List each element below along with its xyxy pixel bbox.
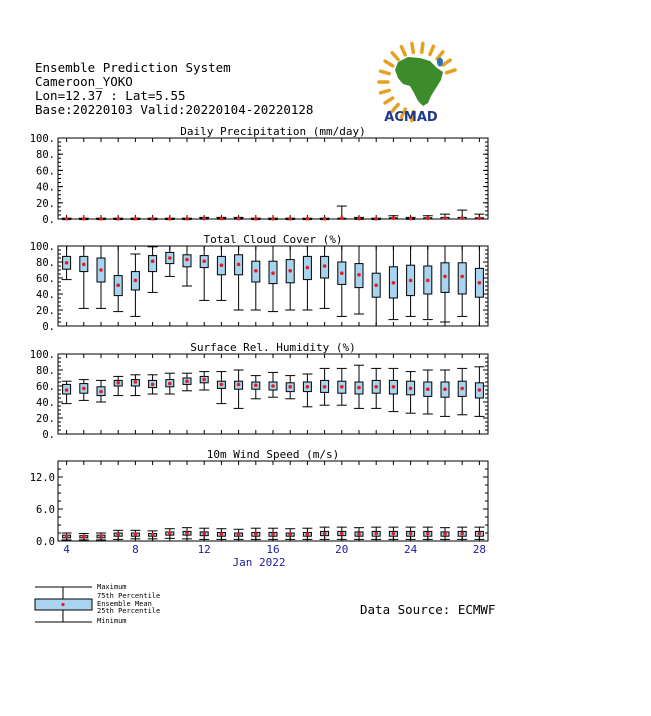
y-tick-label: 100.	[29, 241, 55, 253]
mean-marker	[374, 385, 378, 389]
box-day-17	[285, 376, 295, 399]
mean-marker	[409, 217, 413, 221]
box-day-4	[62, 381, 72, 403]
box-day-9	[148, 247, 158, 293]
mean-marker	[254, 269, 258, 273]
y-tick-label: 0.	[42, 321, 55, 333]
mean-marker	[134, 279, 138, 283]
box-day-9	[148, 217, 158, 221]
mean-marker	[168, 382, 172, 386]
box-day-8	[130, 375, 140, 396]
box-day-17	[285, 217, 295, 221]
logo-ray	[385, 98, 393, 103]
mean-marker	[185, 217, 189, 221]
y-tick-label: 60.	[36, 273, 55, 285]
panel-title: Surface Rel. Humidity (%)	[190, 341, 356, 354]
mean-marker	[220, 217, 224, 221]
mean-marker	[306, 266, 310, 270]
box-day-7	[113, 530, 123, 539]
mean-marker	[134, 380, 138, 384]
y-tick-label: 12.0	[29, 472, 55, 484]
box-day-11	[182, 217, 192, 221]
box-day-17	[285, 529, 295, 540]
box-day-18	[302, 528, 312, 539]
box-day-28	[474, 214, 484, 220]
mean-marker	[392, 281, 396, 285]
mean-marker	[460, 216, 464, 220]
header-validity: Base:20220103 Valid:20220104-20220128	[35, 102, 314, 117]
y-tick-label: 40.	[36, 289, 55, 301]
mean-marker	[426, 279, 430, 283]
mean-marker	[151, 533, 155, 537]
mean-marker	[426, 217, 430, 221]
mean-marker	[82, 535, 86, 539]
y-tick-label: 6.0	[36, 504, 55, 516]
box-day-16	[268, 372, 278, 397]
box-day-6	[96, 533, 106, 540]
mean-marker	[340, 532, 344, 536]
box-day-23	[388, 216, 398, 220]
box-day-12	[199, 217, 209, 221]
box-day-13	[216, 217, 226, 221]
mean-marker	[374, 217, 378, 221]
box-day-27	[457, 210, 467, 220]
y-tick-label: 0.	[42, 429, 55, 441]
mean-marker	[237, 383, 241, 387]
panels-group	[30, 125, 488, 548]
box-day-13	[216, 372, 226, 404]
mean-marker	[185, 531, 189, 535]
box-day-26	[440, 246, 450, 322]
y-tick-label: 20.	[36, 305, 55, 317]
logo-ray	[443, 60, 450, 65]
logo-ray	[401, 47, 405, 55]
y-tick-label: 20.	[36, 197, 55, 210]
box-day-16	[268, 528, 278, 539]
x-tick-label: 12	[197, 543, 211, 556]
box-day-24	[406, 217, 416, 221]
box-day-18	[302, 217, 312, 221]
box-day-23	[388, 246, 398, 320]
box-day-26	[440, 214, 450, 220]
box-day-25	[423, 216, 433, 220]
logo-ray	[447, 70, 456, 73]
mean-marker	[409, 279, 413, 283]
box-day-8	[130, 530, 140, 539]
box-day-11	[182, 373, 192, 391]
box-day-5	[79, 534, 89, 540]
mean-marker	[271, 532, 275, 536]
box-day-22	[371, 246, 381, 326]
x-tick-label: 20	[335, 543, 349, 556]
box-day-26	[440, 370, 450, 416]
x-tick-label: 8	[132, 543, 139, 556]
mean-marker	[478, 217, 482, 221]
mean-marker	[65, 217, 69, 221]
data-source: Data Source: ECMWF	[360, 602, 496, 617]
box-day-13	[216, 246, 226, 300]
y-tick-label: 0.	[42, 214, 55, 226]
panel-2	[30, 233, 488, 333]
mean-marker	[202, 217, 206, 221]
box-day-28	[474, 367, 484, 417]
mean-marker	[168, 217, 172, 221]
x-tick-label: 16	[266, 543, 280, 556]
box-day-25	[423, 370, 433, 414]
box-day-25	[423, 527, 433, 539]
logo-ray	[392, 53, 398, 60]
y-tick-label: 100.	[29, 133, 55, 145]
mean-marker	[443, 387, 447, 391]
mean-marker	[99, 534, 103, 538]
logo-ray	[381, 71, 390, 74]
box-day-24	[406, 246, 416, 316]
mean-marker	[460, 387, 464, 391]
mean-marker	[99, 390, 103, 394]
box-day-19	[320, 217, 330, 221]
y-tick-label: 80.	[36, 149, 55, 162]
box-day-6	[96, 246, 106, 308]
iqr-box	[149, 256, 157, 272]
y-tick-label: 40.	[36, 181, 55, 194]
mean-marker	[99, 268, 103, 272]
logo-water-drop	[437, 58, 443, 67]
logo-africa-map	[395, 57, 443, 106]
mean-marker	[168, 531, 172, 535]
mean-marker	[306, 385, 310, 389]
panel-title: Daily Precipitation (mm/day)	[180, 125, 366, 138]
box-day-10	[165, 373, 175, 394]
box-day-28	[474, 527, 484, 539]
x-axis-day-labels	[63, 543, 486, 556]
logo-wordmark: ACMAD	[384, 110, 438, 125]
box-day-25	[423, 246, 433, 320]
mean-marker	[478, 281, 482, 285]
mean-marker	[65, 534, 69, 538]
box-day-11	[182, 246, 192, 286]
mean-marker	[409, 387, 413, 391]
mean-marker	[271, 271, 275, 275]
mean-marker	[426, 532, 430, 536]
box-day-14	[234, 217, 244, 221]
y-tick-label: 60.	[36, 381, 55, 393]
box-day-24	[406, 372, 416, 414]
mean-marker	[151, 217, 155, 221]
mean-marker	[392, 385, 396, 389]
box-day-18	[302, 246, 312, 310]
mean-marker	[82, 263, 86, 267]
mean-marker	[478, 532, 482, 536]
mean-marker	[323, 385, 327, 389]
mean-marker	[306, 532, 310, 536]
box-day-10	[165, 246, 175, 276]
box-day-15	[251, 376, 261, 399]
mean-marker	[65, 261, 69, 265]
box-day-5	[79, 246, 89, 308]
box-day-4	[62, 533, 72, 540]
mean-marker	[254, 532, 258, 536]
box-day-28	[474, 246, 484, 326]
mean-marker	[220, 532, 224, 536]
mean-marker	[443, 216, 447, 220]
mean-marker	[323, 217, 327, 221]
mean-marker	[254, 383, 258, 387]
x-axis-month-label: Jan 2022	[232, 556, 286, 569]
logo-ray	[422, 43, 423, 52]
mean-marker	[357, 273, 361, 277]
box-day-27	[457, 527, 467, 539]
mean-marker	[340, 216, 344, 220]
mean-marker	[392, 217, 396, 221]
box-day-13	[216, 529, 226, 540]
box-day-12	[199, 246, 209, 300]
box-day-9	[148, 531, 158, 539]
mean-marker	[478, 388, 482, 392]
box-day-19	[320, 527, 330, 539]
iqr-box	[458, 263, 466, 294]
box-day-23	[388, 527, 398, 539]
box-day-7	[113, 217, 123, 221]
box-day-20	[337, 246, 347, 316]
header-system: Ensemble Prediction System	[35, 60, 231, 75]
mean-marker	[134, 532, 138, 536]
box-day-26	[440, 528, 450, 540]
box-day-9	[148, 375, 158, 394]
acmad-logo	[379, 43, 455, 125]
mean-marker	[237, 263, 241, 267]
y-tick-label: 40.	[36, 397, 55, 409]
mean-marker	[460, 532, 464, 536]
mean-marker	[82, 217, 86, 221]
box-day-6	[96, 217, 106, 221]
legend-min-label: Minimum	[97, 617, 127, 625]
panel-frame	[58, 138, 488, 219]
legend-mean-marker	[61, 603, 64, 606]
mean-marker	[357, 217, 361, 221]
mean-marker	[357, 386, 361, 390]
box-day-15	[251, 528, 261, 539]
box-day-21	[354, 246, 364, 314]
mean-marker	[323, 532, 327, 536]
mean-marker	[288, 385, 292, 389]
box-day-27	[457, 368, 467, 414]
mean-marker	[237, 533, 241, 537]
logo-ray	[385, 61, 393, 66]
box-day-20	[337, 527, 347, 539]
logo-ray	[430, 46, 434, 54]
box-day-20	[337, 368, 347, 405]
box-day-16	[268, 217, 278, 221]
box-day-12	[199, 372, 209, 390]
box-day-11	[182, 528, 192, 539]
legend-mean-label: Ensemble Mean	[97, 600, 152, 608]
mean-marker	[116, 217, 120, 221]
mean-marker	[426, 387, 430, 391]
box-day-21	[354, 528, 364, 540]
x-tick-label: 28	[472, 543, 487, 556]
box-day-16	[268, 246, 278, 312]
box-day-14	[234, 246, 244, 310]
mean-marker	[202, 259, 206, 263]
mean-marker	[340, 271, 344, 275]
box-day-18	[302, 374, 312, 407]
box-day-10	[165, 217, 175, 221]
box-day-4	[62, 246, 72, 280]
mean-marker	[185, 379, 189, 383]
mean-marker	[116, 283, 120, 287]
legend-max-label: Maximum	[97, 583, 127, 591]
box-day-6	[96, 380, 106, 402]
box-day-20	[337, 206, 347, 220]
y-tick-label: 80.	[36, 257, 55, 269]
box-day-15	[251, 217, 261, 221]
box-day-8	[130, 254, 140, 316]
x-tick-label: 24	[403, 543, 418, 556]
mean-marker	[168, 256, 172, 260]
mean-marker	[185, 258, 189, 262]
box-day-21	[354, 365, 364, 408]
mean-marker	[220, 383, 224, 387]
mean-marker	[82, 387, 86, 391]
mean-marker	[288, 217, 292, 221]
mean-marker	[288, 269, 292, 273]
box-day-19	[320, 246, 330, 308]
box-day-15	[251, 246, 261, 310]
box-day-17	[285, 246, 295, 310]
panel-3	[30, 341, 488, 441]
logo-ray	[381, 90, 390, 93]
mean-marker	[202, 532, 206, 536]
mean-marker	[237, 217, 241, 221]
box-day-24	[406, 527, 416, 539]
mean-marker	[271, 384, 275, 388]
logo-ray	[412, 43, 413, 52]
mean-marker	[116, 533, 120, 537]
box-day-22	[371, 217, 381, 221]
mean-marker	[306, 217, 310, 221]
box-day-4	[62, 217, 72, 221]
box-day-27	[457, 246, 467, 316]
legend	[35, 583, 160, 625]
panel-4	[30, 448, 488, 548]
box-day-5	[79, 217, 89, 221]
panel-title: Total Cloud Cover (%)	[203, 233, 343, 246]
mean-marker	[340, 385, 344, 389]
mean-marker	[202, 378, 206, 382]
box-day-5	[79, 380, 89, 401]
legend-p25-label: 25th Percentile	[97, 607, 161, 615]
box-day-22	[371, 368, 381, 408]
mean-marker	[254, 217, 258, 221]
header-coordinates: Lon=12.37 : Lat=5.55	[35, 88, 186, 103]
box-day-22	[371, 527, 381, 539]
mean-marker	[116, 381, 120, 385]
box-day-23	[388, 368, 398, 411]
mean-marker	[460, 275, 464, 279]
mean-marker	[65, 388, 69, 392]
box-day-19	[320, 368, 330, 405]
box-day-21	[354, 217, 364, 221]
y-tick-label: 60.	[36, 165, 55, 178]
box-day-10	[165, 529, 175, 539]
box-day-14	[234, 370, 244, 408]
mean-marker	[443, 532, 447, 536]
mean-marker	[323, 264, 327, 268]
box-day-7	[113, 376, 123, 395]
box-day-7	[113, 246, 123, 312]
y-tick-label: 20.	[36, 413, 55, 425]
y-tick-label: 0.0	[36, 536, 55, 548]
mean-marker	[288, 533, 292, 537]
mean-marker	[357, 532, 361, 536]
box-day-14	[234, 529, 244, 539]
mean-marker	[99, 217, 103, 221]
mean-marker	[409, 532, 413, 536]
box-day-8	[130, 217, 140, 221]
legend-p75-label: 75th Percentile	[97, 592, 161, 600]
mean-marker	[220, 263, 224, 267]
y-tick-label: 80.	[36, 365, 55, 377]
mean-marker	[271, 217, 275, 221]
mean-marker	[134, 217, 138, 221]
mean-marker	[443, 275, 447, 279]
y-tick-label: 100.	[29, 349, 55, 361]
mean-marker	[374, 532, 378, 536]
box-day-12	[199, 528, 209, 539]
panel-title: 10m Wind Speed (m/s)	[206, 448, 340, 461]
mean-marker	[392, 532, 396, 536]
mean-marker	[151, 259, 155, 263]
header-location: Cameroon_YOKO	[35, 74, 133, 89]
mean-marker	[374, 283, 378, 287]
x-tick-label: 4	[63, 543, 70, 556]
panel-1	[30, 125, 488, 226]
mean-marker	[151, 383, 155, 387]
